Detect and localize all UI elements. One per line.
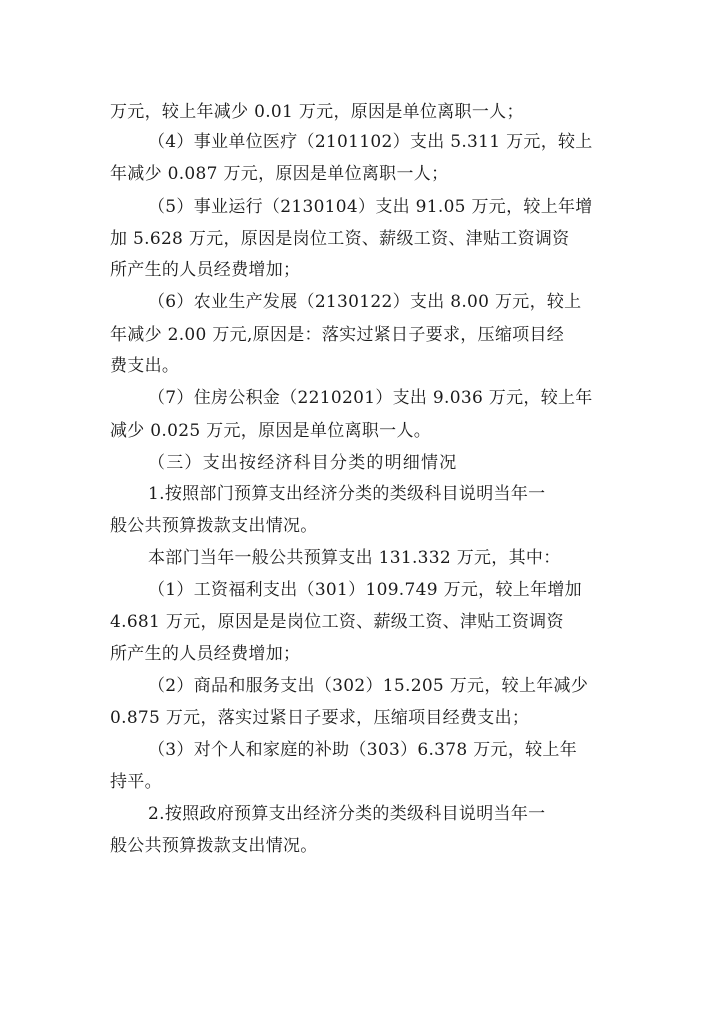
text-line-9: 费支出。 [110,356,180,376]
text-line-11: 减少 0.025 万元，原因是单位离职一人。 [110,421,432,441]
text-line-14: 般公共预算拨款支出情况。 [110,516,318,536]
text-line-15: 本部门当年一般公共预算支出 131.332 万元，其中： [148,548,561,568]
text-line-13: 1.按照部门预算支出经济分类的类级科目说明当年一 [148,484,546,504]
text-line-17: 4.681 万元，原因是是岗位工资、薪级工资、津贴工资调资 [110,612,564,632]
text-line-22: 持平。 [110,772,162,792]
text-line-6: 所产生的人员经费增加； [110,260,301,280]
text-line-23: 2.按照政府预算支出经济分类的类级科目说明当年一 [148,804,546,824]
text-line-19: （2）商品和服务支出（302）15.205 万元，较上年减少 [148,676,589,696]
text-line-21: （3）对个人和家庭的补助（303）6.378 万元，较上年 [148,740,578,760]
text-line-1: 万元，较上年减少 0.01 万元，原因是单位离职一人； [110,102,524,122]
text-line-3: 年减少 0.087 万元，原因是单位离职一人； [110,164,449,184]
text-line-4: （5）事业运行（2130104）支出 91.05 万元，较上年增 [148,197,593,217]
text-line-20: 0.875 万元，落实过紧日子要求，压缩项目经费支出； [110,708,530,728]
text-line-16: （1）工资福利支出（301）109.749 万元，较上年增加 [148,580,582,600]
section-heading: （三）支出按经济科目分类的明细情况 [148,453,458,473]
text-line-7: （6）农业生产发展（2130122）支出 8.00 万元，较上 [148,292,582,312]
text-line-5: 加 5.628 万元，原因是岗位工资、薪级工资、津贴工资调资 [110,229,570,249]
text-line-24: 般公共预算拨款支出情况。 [110,836,318,856]
text-line-2: （4）事业单位医疗（2101102）支出 5.311 万元，较上 [148,132,593,152]
text-line-10: （7）住房公积金（2210201）支出 9.036 万元，较上年 [148,388,593,408]
text-line-8: 年减少 2.00 万元,原因是：落实过紧日子要求，压缩项目经 [110,325,565,345]
text-line-18: 所产生的人员经费增加； [110,644,301,664]
